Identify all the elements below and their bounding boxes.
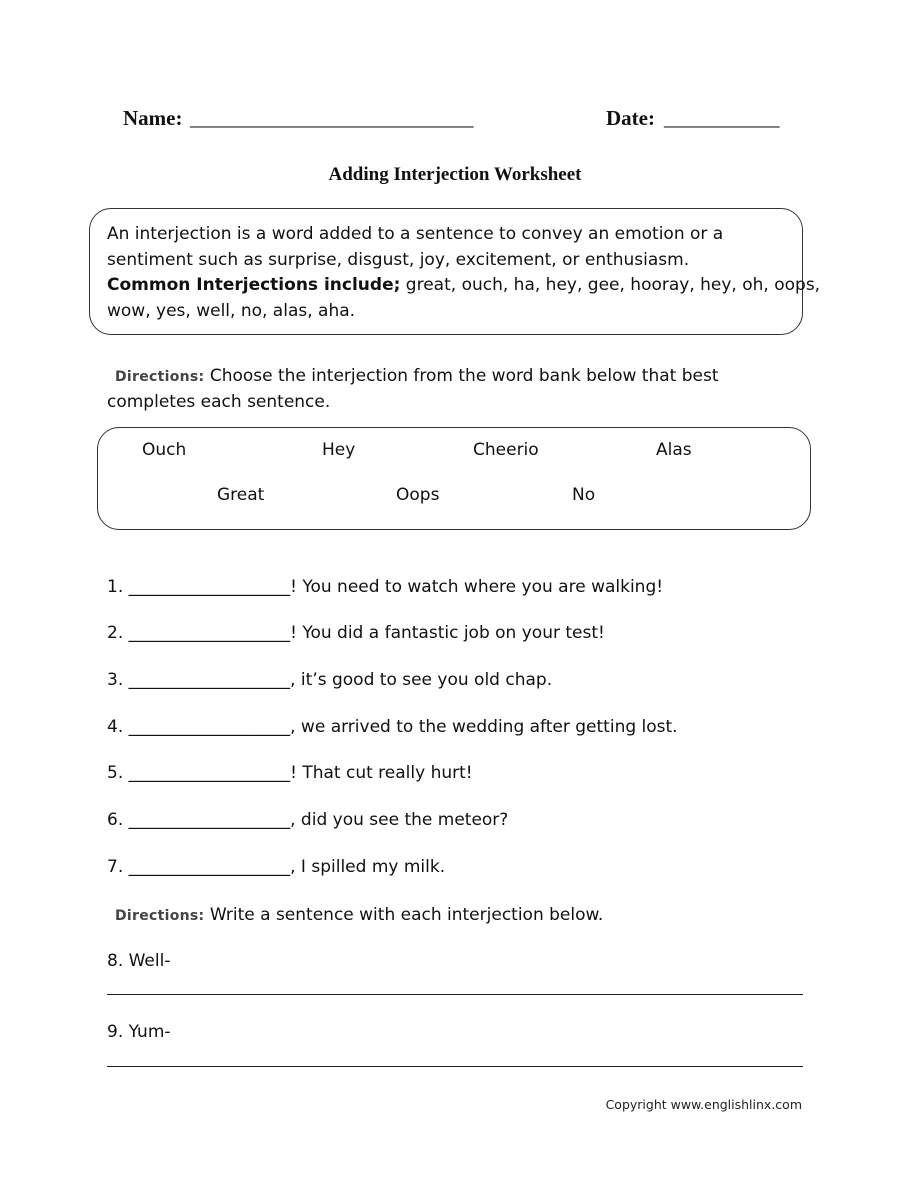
word-bank-item: Cheerio: [473, 440, 539, 460]
word-bank-item: Oops: [396, 485, 440, 505]
common-interjections-list: great, ouch, ha, hey, gee, hooray, hey, oh, oops,: [400, 275, 821, 295]
sentence-item[interactable]: 7. ___________________, I spilled my milk.: [107, 857, 446, 877]
write-item-label: 8. Well-: [107, 951, 171, 971]
word-bank-item: No: [572, 485, 596, 505]
name-label: Name:: [123, 106, 183, 130]
word-bank-item: Ouch: [142, 440, 187, 460]
definition-line-3: [107, 273, 820, 299]
definition-box: [89, 208, 821, 335]
name-blank[interactable]: ___________________________: [190, 106, 474, 130]
answer-line[interactable]: [107, 994, 803, 995]
word-bank-item: Great: [217, 485, 265, 505]
definition-line-2: sentiment such as surprise, disgust, joy, excitement, or enthusiasm.: [107, 249, 690, 270]
page-title: Adding Interjection Worksheet: [328, 164, 582, 185]
sentence-item[interactable]: 2. ___________________! You did a fantastic job on your test!: [107, 623, 605, 643]
common-interjections-label: Common Interjections include;: [107, 275, 401, 295]
definition-line-4: wow, yes, well, no, alas, aha.: [107, 300, 356, 321]
sentence-item[interactable]: 1. ___________________! You need to watch where you are walking!: [107, 577, 664, 597]
copyright-text: Copyright www.englishlinx.com: [605, 1097, 802, 1112]
sentence-item[interactable]: 3. ___________________, it’s good to see you old chap.: [107, 670, 553, 690]
directions-text: Choose the interjection from the word bank below that best: [204, 366, 719, 386]
word-bank-box: [97, 427, 811, 530]
directions-text: Write a sentence with each interjection below.: [204, 905, 604, 925]
directions-2: [115, 903, 603, 928]
directions-1: [115, 364, 719, 389]
date-label: Date:: [606, 106, 655, 130]
sentence-item[interactable]: 5. ___________________! That cut really hurt!: [107, 763, 473, 783]
directions-label: Directions:: [115, 369, 205, 385]
directions-text-line-2: completes each sentence.: [107, 392, 331, 412]
sentence-item[interactable]: 4. ___________________, we arrived to the wedding after getting lost.: [107, 717, 678, 737]
word-bank-item: Hey: [322, 440, 356, 460]
definition-text: [107, 222, 820, 324]
date-blank[interactable]: ___________: [664, 106, 780, 130]
answer-line[interactable]: [107, 1066, 803, 1067]
write-item-label: 9. Yum-: [107, 1022, 171, 1042]
word-bank-item: Alas: [656, 440, 692, 460]
sentence-item[interactable]: 6. ___________________, did you see the meteor?: [107, 810, 509, 830]
directions-label: Directions:: [115, 908, 205, 924]
definition-line-1: An interjection is a word added to a sentence to convey an emotion or a: [107, 224, 724, 244]
